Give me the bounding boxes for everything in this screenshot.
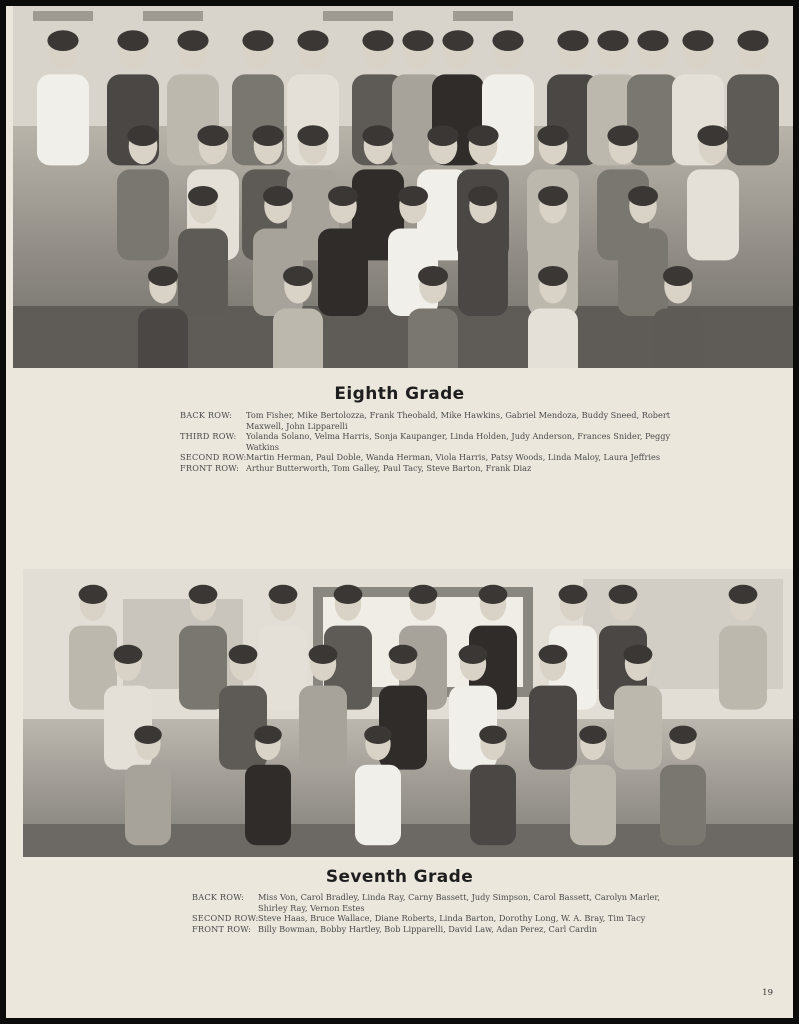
- eighth-grade-caption: [180, 410, 680, 474]
- row-names: Martin Herman, Paul Doble, Wanda Herman, Viola Harris, Patsy Woods, Linda Maloy, Laura Jeffries: [246, 452, 661, 463]
- row-label: BACK ROW:: [192, 892, 245, 902]
- yearbook-page: [6, 6, 793, 1018]
- row-names: Tom Fisher, Mike Bertolozza, Frank Theobald, Mike Hawkins, Gabriel Mendoza, Buddy Sneed, Robert Maxwell, John Lipparelli: [246, 410, 671, 431]
- row-label: FRONT ROW:: [192, 923, 252, 934]
- row-names: Miss Von, Carol Bradley, Linda Ray, Carny Bassett, Judy Simpson, Carol Bassett, Carolyn Marler, Shirley Ray, Vernon Estes: [258, 892, 660, 913]
- seventh-grade-title: Seventh Grade: [325, 867, 474, 887]
- row-names: Billy Bowman, Bobby Hartley, Bob Lipparelli, David Law, Adan Perez, Carl Cardin: [258, 923, 598, 934]
- seventh-grade-caption: [192, 892, 662, 934]
- eighth-front-row: [180, 463, 680, 474]
- row-label: FRONT ROW:: [180, 462, 240, 473]
- row-label: SECOND ROW:: [180, 452, 247, 463]
- eighth-second-row: [180, 452, 680, 463]
- seventh-front-row: [192, 924, 662, 935]
- page-number: 19: [762, 988, 773, 998]
- seventh-grade-photo-drawing: [23, 569, 793, 857]
- row-label: BACK ROW:: [180, 410, 233, 420]
- seventh-second-row: [192, 913, 662, 924]
- eighth-grade-title: Eighth Grade: [334, 384, 465, 404]
- row-names: Arthur Butterworth, Tom Galley, Paul Tacy, Steve Barton, Frank Diaz: [246, 462, 532, 473]
- seventh-back-row: [192, 892, 662, 913]
- row-names: Yolanda Solano, Velma Harris, Sonja Kaupanger, Linda Holden, Judy Anderson, Frances Snider, Peggy Watkins: [246, 431, 671, 452]
- eighth-third-row: [180, 431, 680, 452]
- row-label: THIRD ROW:: [180, 431, 237, 442]
- person-silhouette: [660, 726, 706, 846]
- row-names: Steve Haas, Bruce Wallace, Diane Roberts, Linda Barton, Dorothy Long, W. A. Bray, Tim Tacy: [258, 913, 646, 924]
- eighth-grade-class-photo: [13, 6, 793, 368]
- eighth-back-row: [180, 410, 680, 431]
- row-label: SECOND ROW:: [192, 913, 259, 924]
- eighth-grade-photo-drawing: [13, 6, 793, 368]
- seventh-grade-class-photo: [23, 569, 793, 857]
